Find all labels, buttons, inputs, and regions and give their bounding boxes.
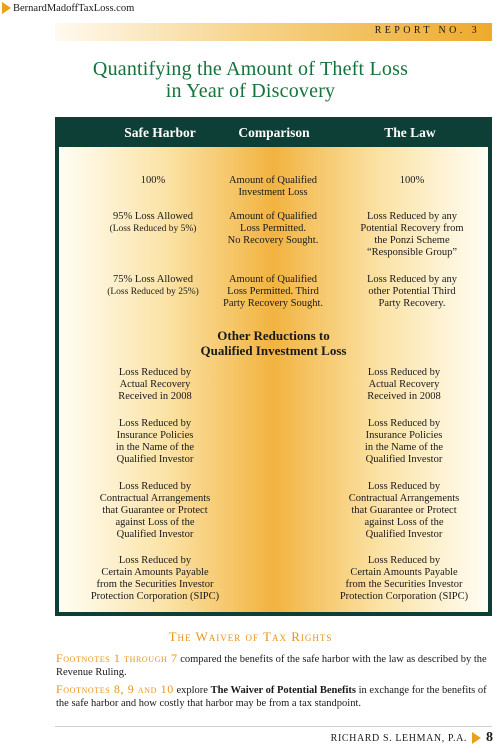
page-title-line-2: in Year of Discovery — [165, 80, 336, 102]
header-the-law: The Law — [384, 125, 436, 140]
other-reductions-heading: Other Reductions to Qualified Investment Loss — [200, 328, 347, 358]
report-banner — [55, 23, 492, 41]
footnotes-1-7-lead: Footnotes 1 through 7 — [56, 651, 178, 665]
row1-comparison: Amount of Qualified Investment Loss — [228, 175, 318, 198]
other-row2-left: Loss Reduced by Insurance Policies in the Name of the Qualified Investor — [115, 418, 195, 465]
waiver-paragraph-2: Footnotes 8, 9 and 10 explore The Waiver of Potential Benefits in exchange for the benefits of the safe harbor and how costly that harbor may be from a tax standpoint. — [56, 682, 487, 709]
other-row4-right: Loss Reduced by Certain Amounts Payable from the Securities Investor Protection Corporation (SIPC) — [339, 555, 469, 602]
footer-author: RICHARD S. LEHMAN, P.A. — [330, 732, 467, 744]
waiver-section-title: The Waiver of Tax Rights — [168, 629, 333, 644]
site-tag — [2, 2, 134, 14]
other-row2-right: Loss Reduced by Insurance Policies in the Name of the Qualified Investor — [364, 418, 444, 465]
page-footer — [331, 730, 493, 746]
row3-law: Loss Reduced by any other Potential Third Party Recovery. — [366, 274, 458, 309]
page-title-line-1: Quantifying the Amount of Theft Loss — [92, 58, 409, 80]
row1-law: 100% — [399, 175, 425, 186]
other-row1-right: Loss Reduced by Actual Recovery Received in 2008 — [367, 367, 441, 402]
other-row3-right: Loss Reduced by Contractual Arrangements that Guarantee or Protect against Loss of the Qualified Investor — [348, 481, 460, 540]
page-number: 8 — [486, 730, 493, 745]
report-label: REPORT NO. 3 — [374, 25, 480, 36]
row2-comparison: Amount of Qualified Loss Permitted. No Recovery Sought. — [227, 211, 319, 246]
row3-comparison: Amount of Qualified Loss Permitted. Third Party Recovery Sought. — [222, 274, 324, 309]
comparison-table — [55, 117, 492, 616]
other-row4-left: Loss Reduced by Certain Amounts Payable from the Securities Investor Protection Corporation (SIPC) — [90, 555, 220, 602]
other-row3-left: Loss Reduced by Contractual Arrangements that Guarantee or Protect against Loss of the Qualified Investor — [99, 481, 211, 540]
footnotes-8-10-lead: Footnotes 8, 9 and 10 — [56, 682, 174, 696]
site-url: BernardMadoffTaxLoss.com — [13, 2, 135, 14]
row2-safe-harbor: 95% Loss Allowed (Loss Reduced by 5%) — [109, 211, 197, 234]
footer-divider — [55, 726, 492, 727]
triangle-arrow-icon — [472, 732, 481, 744]
header-safe-harbor: Safe Harbor — [124, 125, 196, 140]
waiver-paragraph-1: Footnotes 1 through 7 compared the benefits of the safe harbor with the law as described by the Revenue Ruling. — [56, 651, 487, 678]
row3-safe-harbor: 75% Loss Allowed (Loss Reduced by 25%) — [107, 274, 199, 297]
row2-law: Loss Reduced by any Potential Recovery from the Ponzi Scheme “Responsible Group” — [360, 211, 464, 258]
other-row1-left: Loss Reduced by Actual Recovery Received in 2008 — [118, 367, 192, 402]
waiver-benefits-bold: The Waiver of Potential Benefits — [210, 685, 357, 696]
header-comparison: Comparison — [238, 125, 310, 140]
triangle-arrow-icon — [2, 2, 11, 14]
row1-safe-harbor: 100% — [140, 175, 166, 186]
